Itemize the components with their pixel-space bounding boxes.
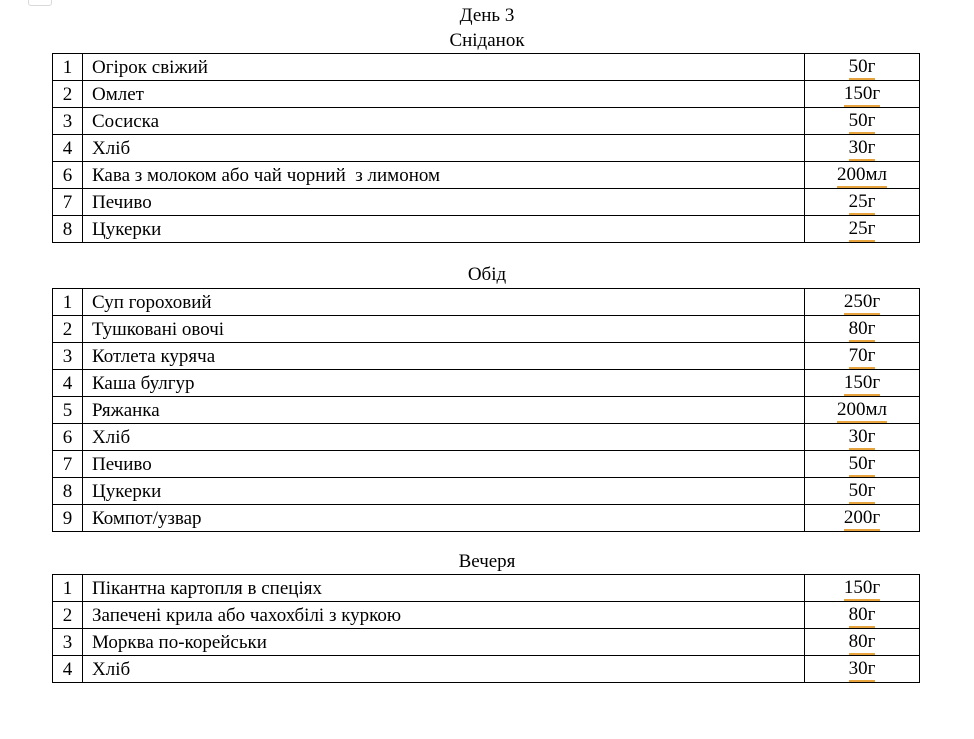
portion-amount[interactable]: 150г	[844, 372, 880, 396]
portion-cell	[805, 54, 920, 81]
row-number: 4	[53, 135, 83, 162]
food-name[interactable]: Компот/узвар	[83, 505, 805, 532]
food-name[interactable]: Цукерки	[83, 478, 805, 505]
portion-cell	[805, 451, 920, 478]
food-name[interactable]: Хліб	[83, 424, 805, 451]
portion-cell	[805, 343, 920, 370]
food-name[interactable]: Хліб	[83, 135, 805, 162]
section-title-lunch: Обід	[467, 264, 507, 285]
portion-amount[interactable]: 30г	[849, 137, 876, 161]
portion-amount[interactable]: 50г	[849, 480, 876, 504]
row-number: 8	[53, 478, 83, 505]
portion-cell	[805, 629, 920, 656]
table-row	[53, 370, 920, 397]
food-name[interactable]: Морква по-корейськи	[83, 629, 805, 656]
portion-amount[interactable]: 200г	[844, 507, 880, 531]
table-row	[53, 575, 920, 602]
portion-amount[interactable]: 80г	[849, 604, 876, 628]
row-number: 1	[53, 54, 83, 81]
portion-cell	[805, 397, 920, 424]
row-number: 2	[53, 602, 83, 629]
table-row	[53, 451, 920, 478]
portion-amount[interactable]: 200мл	[837, 399, 887, 423]
row-number: 6	[53, 162, 83, 189]
food-name[interactable]: Ряжанка	[83, 397, 805, 424]
table-row	[53, 343, 920, 370]
portion-cell	[805, 478, 920, 505]
food-name[interactable]: Кава з молоком або чай чорний з лимоном	[83, 162, 805, 189]
portion-amount[interactable]: 30г	[849, 658, 876, 682]
portion-cell	[805, 602, 920, 629]
portion-amount[interactable]: 150г	[844, 83, 880, 107]
row-number: 1	[53, 289, 83, 316]
food-name[interactable]: Пікантна картопля в спеціях	[83, 575, 805, 602]
lunch-table	[52, 288, 920, 532]
portion-cell	[805, 289, 920, 316]
table-row	[53, 189, 920, 216]
portion-amount[interactable]: 250г	[844, 291, 880, 315]
portion-cell	[805, 135, 920, 162]
table-row	[53, 54, 920, 81]
portion-amount[interactable]: 50г	[849, 110, 876, 134]
portion-amount[interactable]: 80г	[849, 631, 876, 655]
portion-cell	[805, 189, 920, 216]
portion-cell	[805, 505, 920, 532]
table-row	[53, 135, 920, 162]
dinner-table	[52, 574, 920, 683]
food-name[interactable]: Огірок свіжий	[83, 54, 805, 81]
row-number: 7	[53, 451, 83, 478]
portion-amount[interactable]: 80г	[849, 318, 876, 342]
food-name[interactable]: Цукерки	[83, 216, 805, 243]
table-row	[53, 629, 920, 656]
table-row	[53, 162, 920, 189]
food-name[interactable]: Печиво	[83, 189, 805, 216]
section-title-dinner: Вечеря	[458, 551, 516, 572]
portion-cell	[805, 575, 920, 602]
row-number: 9	[53, 505, 83, 532]
portion-amount[interactable]: 70г	[849, 345, 876, 369]
row-number: 8	[53, 216, 83, 243]
table-row	[53, 478, 920, 505]
table-row	[53, 216, 920, 243]
portion-amount[interactable]: 50г	[849, 56, 876, 80]
portion-amount[interactable]: 150г	[844, 577, 880, 601]
row-number: 5	[53, 397, 83, 424]
row-number: 1	[53, 575, 83, 602]
row-number: 3	[53, 343, 83, 370]
food-name[interactable]: Сосиска	[83, 108, 805, 135]
portion-amount[interactable]: 30г	[849, 426, 876, 450]
portion-amount[interactable]: 200мл	[837, 164, 887, 188]
portion-cell	[805, 656, 920, 683]
portion-cell	[805, 216, 920, 243]
food-name[interactable]: Котлета куряча	[83, 343, 805, 370]
row-number: 6	[53, 424, 83, 451]
portion-cell	[805, 108, 920, 135]
portion-cell	[805, 370, 920, 397]
portion-amount[interactable]: 25г	[849, 218, 876, 242]
table-row	[53, 505, 920, 532]
table-row	[53, 108, 920, 135]
food-name[interactable]: Печиво	[83, 451, 805, 478]
portion-cell	[805, 424, 920, 451]
food-name[interactable]: Запечені крила або чахохбілі з куркою	[83, 602, 805, 629]
day-title: День 3	[459, 5, 515, 26]
food-name[interactable]: Омлет	[83, 81, 805, 108]
food-name[interactable]: Каша булгур	[83, 370, 805, 397]
row-number: 2	[53, 316, 83, 343]
breakfast-table	[52, 53, 920, 243]
row-number: 4	[53, 370, 83, 397]
food-name[interactable]: Хліб	[83, 656, 805, 683]
row-number: 3	[53, 629, 83, 656]
table-row	[53, 656, 920, 683]
row-number: 7	[53, 189, 83, 216]
portion-cell	[805, 316, 920, 343]
table-row	[53, 424, 920, 451]
table-row	[53, 81, 920, 108]
row-number: 4	[53, 656, 83, 683]
portion-cell	[805, 162, 920, 189]
portion-amount[interactable]: 50г	[849, 453, 876, 477]
portion-amount[interactable]: 25г	[849, 191, 876, 215]
food-name[interactable]: Суп гороховий	[83, 289, 805, 316]
food-name[interactable]: Тушковані овочі	[83, 316, 805, 343]
row-number: 3	[53, 108, 83, 135]
row-number: 2	[53, 81, 83, 108]
section-title-breakfast: Сніданок	[449, 30, 525, 51]
table-row	[53, 602, 920, 629]
table-row	[53, 316, 920, 343]
portion-cell	[805, 81, 920, 108]
table-row	[53, 289, 920, 316]
table-row	[53, 397, 920, 424]
